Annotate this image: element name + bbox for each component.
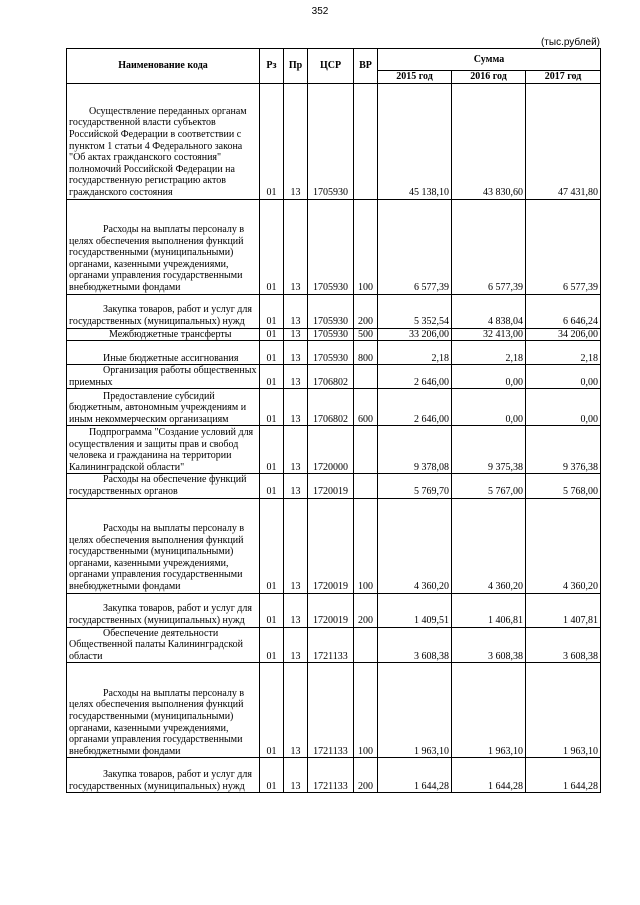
vr-cell: 100 xyxy=(354,498,378,593)
csr-cell: 1705930 xyxy=(308,294,354,328)
row-name-cell xyxy=(67,593,260,627)
rz-cell: 01 xyxy=(260,199,284,294)
rz-cell: 01 xyxy=(260,627,284,663)
value-2015: 2 646,00 xyxy=(378,389,452,426)
pr-cell: 13 xyxy=(284,663,308,758)
rz-cell: 01 xyxy=(260,663,284,758)
pr-cell: 13 xyxy=(284,498,308,593)
row-name-cell xyxy=(67,341,260,365)
value-2015: 5 769,70 xyxy=(378,474,452,498)
header-csr: ЦСР xyxy=(308,49,354,84)
value-2015: 4 360,20 xyxy=(378,498,452,593)
vr-cell: 200 xyxy=(354,593,378,627)
csr-cell: 1720019 xyxy=(308,474,354,498)
row-name-cell xyxy=(67,426,260,474)
table-row xyxy=(67,498,601,593)
csr-cell: 1705930 xyxy=(308,341,354,365)
row-name-cell xyxy=(67,663,260,758)
row-name-cell xyxy=(67,83,260,199)
value-2015: 2 646,00 xyxy=(378,365,452,389)
header-vr: ВР xyxy=(354,49,378,84)
table-row xyxy=(67,474,601,498)
pr-cell: 13 xyxy=(284,627,308,663)
pr-cell: 13 xyxy=(284,83,308,199)
vr-cell xyxy=(354,426,378,474)
csr-cell: 1705930 xyxy=(308,83,354,199)
row-name: Организация работы общественных приемных xyxy=(69,365,257,388)
table-row xyxy=(67,83,601,199)
row-name: Обеспечение деятельности Общественной палаты Калининградской области xyxy=(69,627,244,662)
row-name-cell xyxy=(67,389,260,426)
row-name-cell xyxy=(67,328,260,341)
csr-cell: 1721133 xyxy=(308,663,354,758)
pr-cell: 13 xyxy=(284,758,308,793)
vr-cell: 200 xyxy=(354,294,378,328)
rz-cell: 01 xyxy=(260,389,284,426)
row-name: Межбюджетные трансферты xyxy=(109,328,232,340)
rz-cell: 01 xyxy=(260,294,284,328)
row-name-cell xyxy=(67,627,260,663)
rz-cell: 01 xyxy=(260,341,284,365)
row-name: Подпрограмма "Создание условий для осуществления и защиты прав и свобод человека и гражданина на территории Калининградской области" xyxy=(69,427,254,473)
value-2015: 3 608,38 xyxy=(378,627,452,663)
value-2017: 6 577,39 xyxy=(526,199,601,294)
value-2016: 5 767,00 xyxy=(452,474,526,498)
vr-cell xyxy=(354,627,378,663)
value-2017: 47 431,80 xyxy=(526,83,601,199)
table-row xyxy=(67,426,601,474)
value-2016: 4 360,20 xyxy=(452,498,526,593)
vr-cell: 200 xyxy=(354,758,378,793)
value-2015: 1 644,28 xyxy=(378,758,452,793)
row-name: Предоставление субсидий бюджетным, автономным учреждениям и иным некоммерческим организациям xyxy=(69,390,247,425)
vr-cell xyxy=(354,474,378,498)
table-row xyxy=(67,199,601,294)
value-2016: 6 577,39 xyxy=(452,199,526,294)
value-2017: 1 644,28 xyxy=(526,758,601,793)
value-2015: 6 577,39 xyxy=(378,199,452,294)
csr-cell: 1721133 xyxy=(308,627,354,663)
value-2016: 2,18 xyxy=(452,341,526,365)
csr-cell: 1720019 xyxy=(308,498,354,593)
rz-cell: 01 xyxy=(260,593,284,627)
table-row xyxy=(67,627,601,663)
vr-cell: 100 xyxy=(354,199,378,294)
vr-cell xyxy=(354,83,378,199)
value-2015: 45 138,10 xyxy=(378,83,452,199)
value-2017: 6 646,24 xyxy=(526,294,601,328)
csr-cell: 1720000 xyxy=(308,426,354,474)
value-2016: 0,00 xyxy=(452,365,526,389)
csr-cell: 1721133 xyxy=(308,758,354,793)
value-2017: 2,18 xyxy=(526,341,601,365)
rz-cell: 01 xyxy=(260,474,284,498)
value-2015: 9 378,08 xyxy=(378,426,452,474)
pr-cell: 13 xyxy=(284,328,308,341)
page-number: 352 xyxy=(311,6,329,17)
header-sum: Сумма xyxy=(378,49,601,71)
row-name: Расходы на обеспечение функций государственных органов xyxy=(69,474,247,497)
value-2016: 1 644,28 xyxy=(452,758,526,793)
units-label: (тыс.рублей) xyxy=(540,37,600,48)
row-name: Расходы на выплаты персоналу в целях обеспечения выполнения функций государственными (муниципальными) органами, казенными учреждениями, органами управления государственными внебюджетными фондами xyxy=(69,224,245,293)
header-name: Наименование кода xyxy=(67,49,260,84)
rz-cell: 01 xyxy=(260,426,284,474)
pr-cell: 13 xyxy=(284,389,308,426)
pr-cell: 13 xyxy=(284,341,308,365)
vr-cell: 100 xyxy=(354,663,378,758)
row-name-cell xyxy=(67,365,260,389)
pr-cell: 13 xyxy=(284,294,308,328)
budget-table xyxy=(66,48,601,793)
row-name-cell xyxy=(67,199,260,294)
value-2016: 9 375,38 xyxy=(452,426,526,474)
vr-cell: 600 xyxy=(354,389,378,426)
value-2017: 0,00 xyxy=(526,365,601,389)
row-name: Расходы на выплаты персоналу в целях обеспечения выполнения функций государственными (муниципальными) органами, казенными учреждениями, органами управления государственными внебюджетными фондами xyxy=(69,687,245,757)
row-name: Иные бюджетные ассигнования xyxy=(103,352,239,364)
header-rz: Рз xyxy=(260,49,284,84)
value-2017: 1 407,81 xyxy=(526,593,601,627)
header-2017: 2017 год xyxy=(526,71,601,84)
value-2017: 1 963,10 xyxy=(526,663,601,758)
table-body xyxy=(67,83,601,793)
row-name: Расходы на выплаты персоналу в целях обеспечения выполнения функций государственными (муниципальными) органами, казенными учреждениями, органами управления государственными внебюджетными фондами xyxy=(69,523,245,592)
value-2015: 1 409,51 xyxy=(378,593,452,627)
vr-cell: 500 xyxy=(354,328,378,341)
csr-cell: 1705930 xyxy=(308,328,354,341)
table-row xyxy=(67,294,601,328)
row-name: Осуществление переданных органам государственной власти субъектов Российской Федерации в соответствии с пунктом 1 статьи 4 Федерального закона "Об актах гражданского состояния" полномочий Российской Федерации на государственную регистрацию актов гражданского состояния xyxy=(69,105,247,198)
header-pr: Пр xyxy=(284,49,308,84)
pr-cell: 13 xyxy=(284,593,308,627)
row-name-cell xyxy=(67,474,260,498)
csr-cell: 1706802 xyxy=(308,365,354,389)
row-name-cell xyxy=(67,498,260,593)
row-name: Закупка товаров, работ и услуг для государственных (муниципальных) нужд xyxy=(69,769,252,792)
value-2015: 5 352,54 xyxy=(378,294,452,328)
rz-cell: 01 xyxy=(260,83,284,199)
value-2016: 4 838,04 xyxy=(452,294,526,328)
pr-cell: 13 xyxy=(284,199,308,294)
pr-cell: 13 xyxy=(284,365,308,389)
table-row xyxy=(67,389,601,426)
table-row xyxy=(67,663,601,758)
rz-cell: 01 xyxy=(260,328,284,341)
csr-cell: 1705930 xyxy=(308,199,354,294)
value-2017: 5 768,00 xyxy=(526,474,601,498)
value-2016: 0,00 xyxy=(452,389,526,426)
table-row xyxy=(67,328,601,341)
row-name-cell xyxy=(67,294,260,328)
value-2016: 1 963,10 xyxy=(452,663,526,758)
value-2016: 1 406,81 xyxy=(452,593,526,627)
value-2016: 32 413,00 xyxy=(452,328,526,341)
value-2017: 3 608,38 xyxy=(526,627,601,663)
table-row xyxy=(67,593,601,627)
row-name-cell xyxy=(67,758,260,793)
pr-cell: 13 xyxy=(284,474,308,498)
rz-cell: 01 xyxy=(260,365,284,389)
value-2017: 9 376,38 xyxy=(526,426,601,474)
csr-cell: 1706802 xyxy=(308,389,354,426)
value-2015: 33 206,00 xyxy=(378,328,452,341)
value-2017: 4 360,20 xyxy=(526,498,601,593)
value-2017: 0,00 xyxy=(526,389,601,426)
value-2015: 1 963,10 xyxy=(378,663,452,758)
row-name: Закупка товаров, работ и услуг для государственных (муниципальных) нужд xyxy=(69,603,252,626)
vr-cell: 800 xyxy=(354,341,378,365)
pr-cell: 13 xyxy=(284,426,308,474)
table-row xyxy=(67,365,601,389)
table-row xyxy=(67,758,601,793)
value-2016: 43 830,60 xyxy=(452,83,526,199)
header-2015: 2015 год xyxy=(378,71,452,84)
row-name: Закупка товаров, работ и услуг для государственных (муниципальных) нужд xyxy=(69,304,252,327)
table-header xyxy=(67,49,601,84)
value-2015: 2,18 xyxy=(378,341,452,365)
rz-cell: 01 xyxy=(260,498,284,593)
value-2016: 3 608,38 xyxy=(452,627,526,663)
header-2016: 2016 год xyxy=(452,71,526,84)
csr-cell: 1720019 xyxy=(308,593,354,627)
value-2017: 34 206,00 xyxy=(526,328,601,341)
rz-cell: 01 xyxy=(260,758,284,793)
table-row xyxy=(67,341,601,365)
vr-cell xyxy=(354,365,378,389)
